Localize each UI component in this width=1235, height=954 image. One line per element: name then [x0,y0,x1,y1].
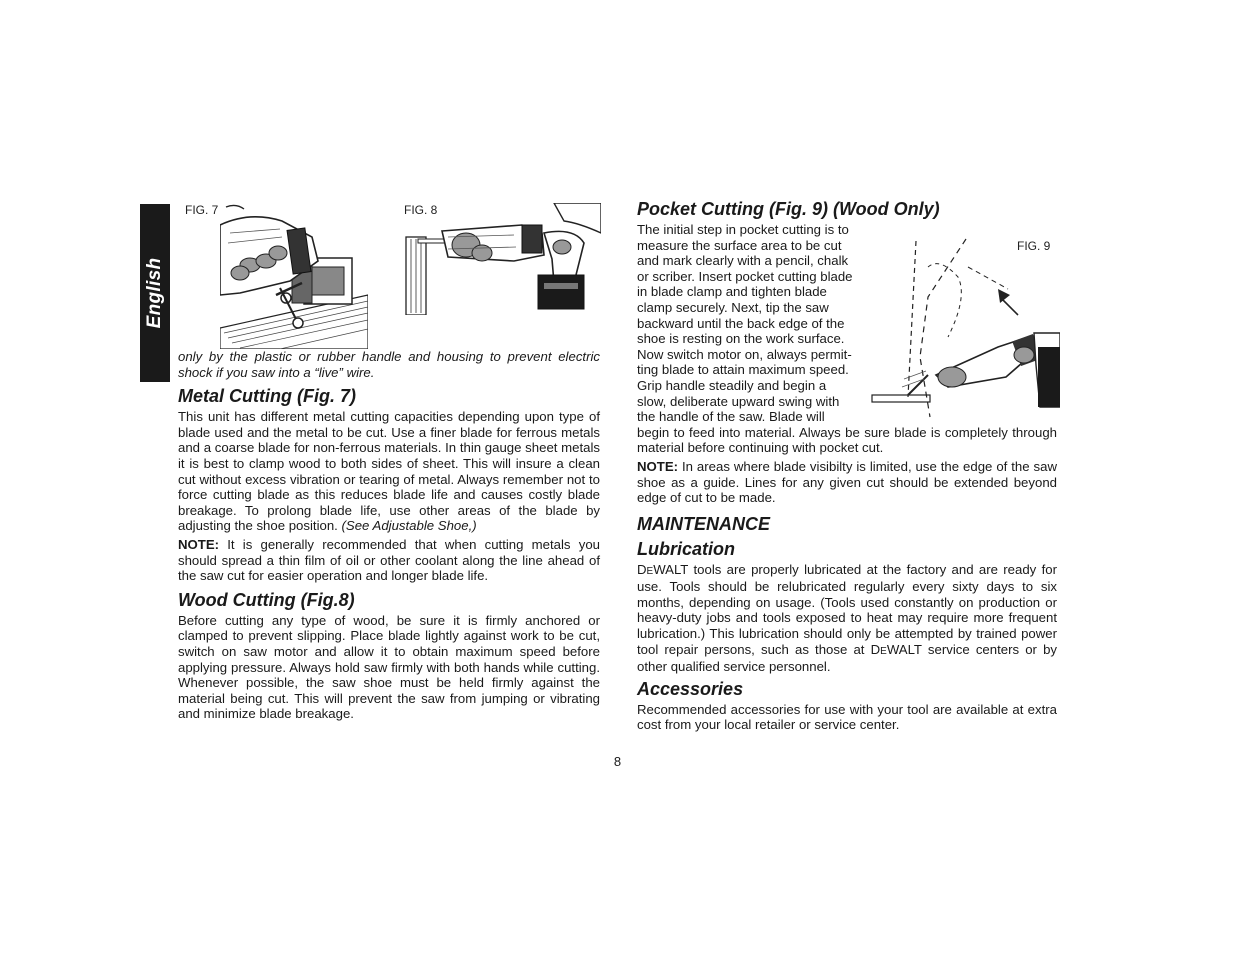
page-number: 8 [613,754,622,769]
brand-d: D [637,561,647,577]
pocket-line: or scriber. Insert pocket cutting blade [637,268,853,284]
brand-walt: WALT [886,641,922,657]
pocket-line: measure the surface area to be cut [637,237,842,253]
pocket-note-text: In areas where blade visibilty is limited, use the edge of the saw shoe as a guide. Lines for any given cut should be extended beyond edge of cut to be made. [637,458,1057,506]
pocket-line: clamp securely. Next, tip the saw [637,299,829,315]
fig7-label: FIG. 7 [185,203,219,217]
fig7-illustration [220,203,368,349]
metal-note-text: It is generally recommended that when cutting metals you should spread a thin film of oil or other coolant along the line ahead of the saw cut for easier operation and longer blade life. [178,536,600,584]
right-column [637,199,1057,736]
brand-d: D [870,641,881,657]
metal-cutting-text: This unit has different metal cutting capacities depending upon type of blade used and the metal to be cut. Use a finer blade for ferrous metals and a coarse blade for non-ferrous materials. In thin gauge sheet metals it is best to clamp wood to both sides of sheet. This will insure a clean cut without excess vibration or tearing of metal. Always remember not to force cutting blade as this reduces blade life and causes costly blade breakage. To prolong blade life, use other areas of the blade by adjusting the shoe position. [178,409,600,534]
pocket-cutting-heading: Pocket Cutting (Fig. 9) (Wood Only) [637,199,940,219]
language-tab [140,204,170,382]
pocket-line: Now switch motor on, always permit- [637,346,852,362]
metal-cutting-heading: Metal Cutting (Fig. 7) [178,386,356,407]
accessories-body: Recommended accessories for use with your tool are available at extra cost from your local retailer or service center. [637,701,1057,733]
brand-e: E [646,565,654,577]
pocket-cutting-wrapped-text [637,222,857,425]
pocket-line: The initial step in pocket cutting is to [637,222,849,237]
adjustable-shoe-ref: (See Adjustable Shoe,) [341,518,477,534]
pocket-line: the handle of the saw. Blade will [637,409,825,425]
fig8-illustration [404,203,601,315]
fig8-label: FIG. 8 [404,203,438,217]
pocket-cutting-rest: begin to feed into material. Always be sure blade is completely through material before continuing with pocket cut. [637,424,1057,456]
pocket-line: slow, deliberate upward swing with [637,393,840,409]
lubrication-body [637,562,1057,675]
pocket-line: backward until the back edge of the [637,315,845,331]
lubrication-heading: Lubrication [637,538,735,559]
wood-cutting-heading: Wood Cutting (Fig.8) [178,589,355,610]
pocket-line: shoe is resting on the work surface. [637,331,845,347]
brand-e: E [880,645,887,657]
intro-text: only by the plastic or rubber handle and housing to prevent electric shock if you saw into a “live” wire. [178,349,600,380]
metal-cutting-body [178,409,600,534]
brand-walt: WALT [653,561,689,577]
pocket-line: ting blade to attain maximum speed. [637,362,849,378]
fig9-label: FIG. 9 [1017,239,1051,253]
note-label: NOTE: [178,536,220,552]
language-label: English [144,257,165,329]
note-label: NOTE: [637,458,679,474]
left-column [178,349,600,725]
pocket-line: in blade clamp and tighten blade [637,284,827,300]
lubrication-text-2: service centers or by other qualified service personnel. [637,641,1058,675]
pocket-cutting-note [637,459,1057,506]
metal-cutting-note [178,537,600,584]
pocket-line: Grip handle steadily and begin a [637,377,827,393]
accessories-heading: Accessories [637,678,744,699]
maintenance-heading: MAINTENANCE [637,513,770,534]
pocket-line: and mark clearly with a pencil, chalk [637,253,849,269]
wood-cutting-body: Before cutting any type of wood, be sure it is firmly anchored or clamped to prevent slipping. Place blade lightly against work to be cut, switch on saw motor and allow it to obtain maximum speed before applying pressure. Always hold saw firmly with both hands while cutting. Whenever possible, the saw shoe must be held firmly against the material being cut. This will prevent the saw from jumping or vibrating and minimize blade breakage. [178,612,600,722]
lubrication-text-1: tools are properly lubricated at the factory and are ready for use. Tools should be relubricated regularly every sixty days to six months, depending on usage. (Tools used constantly on production or heavy-duty jobs and tools exposed to heat may require more frequent lubrication.) This lubrication should only be attempted by trained power tool repair persons, such as those at [637,561,1057,657]
